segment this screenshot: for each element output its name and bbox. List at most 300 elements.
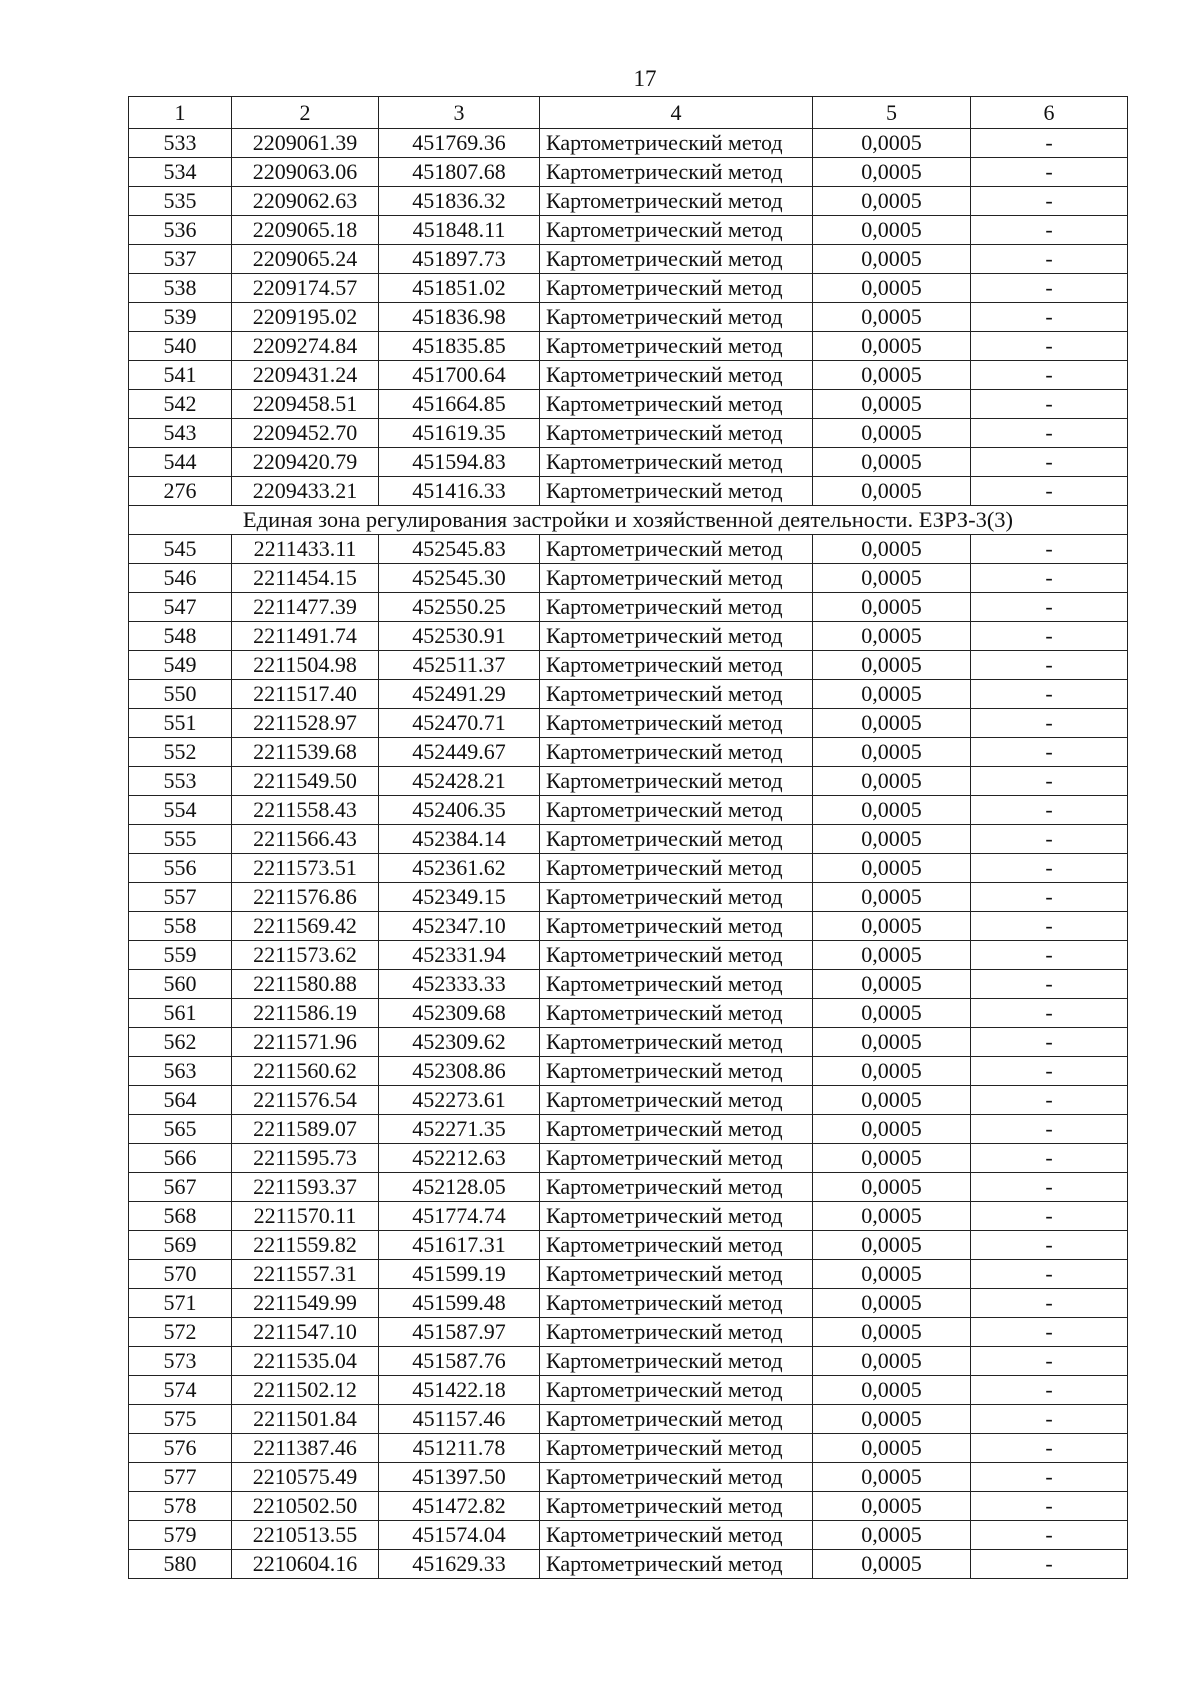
method-cell: Картометрический метод: [540, 912, 813, 941]
y-coordinate-cell: 452384.14: [379, 825, 540, 854]
method-cell: Картометрический метод: [540, 854, 813, 883]
accuracy-cell: 0,0005: [813, 274, 971, 303]
accuracy-cell: 0,0005: [813, 970, 971, 999]
x-coordinate-cell: 2209065.18: [232, 216, 379, 245]
method-cell: Картометрический метод: [540, 1289, 813, 1318]
method-cell: Картометрический метод: [540, 709, 813, 738]
method-cell: Картометрический метод: [540, 1405, 813, 1434]
accuracy-cell: 0,0005: [813, 1115, 971, 1144]
y-coordinate-cell: 451599.48: [379, 1289, 540, 1318]
y-coordinate-cell: 452333.33: [379, 970, 540, 999]
point-number-cell: 536: [129, 216, 232, 245]
coordinates-table: [128, 96, 1128, 1579]
x-coordinate-cell: 2210502.50: [232, 1492, 379, 1521]
method-cell: Картометрический метод: [540, 593, 813, 622]
accuracy-cell: 0,0005: [813, 1144, 971, 1173]
method-cell: Картометрический метод: [540, 361, 813, 390]
table-row: [129, 970, 1128, 999]
x-coordinate-cell: 2211491.74: [232, 622, 379, 651]
y-coordinate-cell: 452545.30: [379, 564, 540, 593]
accuracy-cell: 0,0005: [813, 1492, 971, 1521]
x-coordinate-cell: 2209433.21: [232, 477, 379, 506]
header-row: [129, 97, 1128, 129]
method-cell: Картометрический метод: [540, 564, 813, 593]
table-row: [129, 709, 1128, 738]
point-number-cell: 276: [129, 477, 232, 506]
table-row: [129, 1202, 1128, 1231]
method-cell: Картометрический метод: [540, 1115, 813, 1144]
table-header: [129, 97, 1128, 129]
y-coordinate-cell: 452309.62: [379, 1028, 540, 1057]
column-header-3: 3: [379, 97, 540, 129]
accuracy-cell: 0,0005: [813, 332, 971, 361]
method-cell: Картометрический метод: [540, 477, 813, 506]
x-coordinate-cell: 2209274.84: [232, 332, 379, 361]
point-number-cell: 571: [129, 1289, 232, 1318]
point-number-cell: 544: [129, 448, 232, 477]
accuracy-cell: 0,0005: [813, 1086, 971, 1115]
accuracy-cell: 0,0005: [813, 477, 971, 506]
point-number-cell: 551: [129, 709, 232, 738]
y-coordinate-cell: 451619.35: [379, 419, 540, 448]
point-number-cell: 548: [129, 622, 232, 651]
column-header-6: 6: [971, 97, 1128, 129]
y-coordinate-cell: 452511.37: [379, 651, 540, 680]
note-cell: -: [971, 1492, 1128, 1521]
y-coordinate-cell: 452361.62: [379, 854, 540, 883]
note-cell: -: [971, 709, 1128, 738]
method-cell: Картометрический метод: [540, 1318, 813, 1347]
accuracy-cell: 0,0005: [813, 129, 971, 158]
y-coordinate-cell: 451422.18: [379, 1376, 540, 1405]
table-row: [129, 622, 1128, 651]
note-cell: -: [971, 999, 1128, 1028]
point-number-cell: 559: [129, 941, 232, 970]
note-cell: -: [971, 564, 1128, 593]
y-coordinate-cell: 451897.73: [379, 245, 540, 274]
note-cell: -: [971, 129, 1128, 158]
point-number-cell: 564: [129, 1086, 232, 1115]
table-row: [129, 1289, 1128, 1318]
x-coordinate-cell: 2209061.39: [232, 129, 379, 158]
accuracy-cell: 0,0005: [813, 1318, 971, 1347]
method-cell: Картометрический метод: [540, 332, 813, 361]
accuracy-cell: 0,0005: [813, 709, 971, 738]
note-cell: -: [971, 448, 1128, 477]
point-number-cell: 545: [129, 535, 232, 564]
point-number-cell: 560: [129, 970, 232, 999]
section-row: [129, 506, 1128, 535]
method-cell: Картометрический метод: [540, 448, 813, 477]
point-number-cell: 535: [129, 187, 232, 216]
accuracy-cell: 0,0005: [813, 796, 971, 825]
table-row: [129, 390, 1128, 419]
y-coordinate-cell: 451629.33: [379, 1550, 540, 1579]
method-cell: Картометрический метод: [540, 1202, 813, 1231]
point-number-cell: 556: [129, 854, 232, 883]
point-number-cell: 533: [129, 129, 232, 158]
x-coordinate-cell: 2211517.40: [232, 680, 379, 709]
y-coordinate-cell: 451851.02: [379, 274, 540, 303]
note-cell: -: [971, 216, 1128, 245]
accuracy-cell: 0,0005: [813, 1550, 971, 1579]
note-cell: -: [971, 1115, 1128, 1144]
accuracy-cell: 0,0005: [813, 1405, 971, 1434]
note-cell: -: [971, 303, 1128, 332]
note-cell: -: [971, 941, 1128, 970]
section-header-body: [129, 506, 1128, 535]
accuracy-cell: 0,0005: [813, 361, 971, 390]
x-coordinate-cell: 2211571.96: [232, 1028, 379, 1057]
point-number-cell: 572: [129, 1318, 232, 1347]
point-number-cell: 540: [129, 332, 232, 361]
method-cell: Картометрический метод: [540, 622, 813, 651]
x-coordinate-cell: 2211501.84: [232, 1405, 379, 1434]
x-coordinate-cell: 2211580.88: [232, 970, 379, 999]
method-cell: Картометрический метод: [540, 129, 813, 158]
method-cell: Картометрический метод: [540, 1550, 813, 1579]
method-cell: Картометрический метод: [540, 1463, 813, 1492]
note-cell: -: [971, 477, 1128, 506]
note-cell: -: [971, 1028, 1128, 1057]
note-cell: -: [971, 332, 1128, 361]
point-number-cell: 554: [129, 796, 232, 825]
y-coordinate-cell: 452128.05: [379, 1173, 540, 1202]
note-cell: -: [971, 419, 1128, 448]
y-coordinate-cell: 452212.63: [379, 1144, 540, 1173]
table-row: [129, 361, 1128, 390]
x-coordinate-cell: 2209195.02: [232, 303, 379, 332]
x-coordinate-cell: 2211504.98: [232, 651, 379, 680]
column-header-5: 5: [813, 97, 971, 129]
x-coordinate-cell: 2211535.04: [232, 1347, 379, 1376]
note-cell: -: [971, 680, 1128, 709]
table-row: [129, 1086, 1128, 1115]
point-number-cell: 550: [129, 680, 232, 709]
accuracy-cell: 0,0005: [813, 825, 971, 854]
x-coordinate-cell: 2209065.24: [232, 245, 379, 274]
y-coordinate-cell: 451211.78: [379, 1434, 540, 1463]
note-cell: -: [971, 535, 1128, 564]
method-cell: Картометрический метод: [540, 796, 813, 825]
accuracy-cell: 0,0005: [813, 1028, 971, 1057]
method-cell: Картометрический метод: [540, 970, 813, 999]
x-coordinate-cell: 2211576.54: [232, 1086, 379, 1115]
accuracy-cell: 0,0005: [813, 999, 971, 1028]
method-cell: Картометрический метод: [540, 825, 813, 854]
point-number-cell: 538: [129, 274, 232, 303]
table-row: [129, 796, 1128, 825]
y-coordinate-cell: 452470.71: [379, 709, 540, 738]
x-coordinate-cell: 2211502.12: [232, 1376, 379, 1405]
y-coordinate-cell: 451397.50: [379, 1463, 540, 1492]
table-row: [129, 1492, 1128, 1521]
y-coordinate-cell: 452530.91: [379, 622, 540, 651]
point-number-cell: 543: [129, 419, 232, 448]
accuracy-cell: 0,0005: [813, 1202, 971, 1231]
point-number-cell: 573: [129, 1347, 232, 1376]
method-cell: Картометрический метод: [540, 1231, 813, 1260]
x-coordinate-cell: 2211528.97: [232, 709, 379, 738]
x-coordinate-cell: 2210513.55: [232, 1521, 379, 1550]
table-row: [129, 1347, 1128, 1376]
accuracy-cell: 0,0005: [813, 941, 971, 970]
accuracy-cell: 0,0005: [813, 535, 971, 564]
table-row: [129, 1521, 1128, 1550]
x-coordinate-cell: 2211557.31: [232, 1260, 379, 1289]
x-coordinate-cell: 2211387.46: [232, 1434, 379, 1463]
table-row: [129, 1115, 1128, 1144]
x-coordinate-cell: 2211593.37: [232, 1173, 379, 1202]
y-coordinate-cell: 451472.82: [379, 1492, 540, 1521]
point-number-cell: 561: [129, 999, 232, 1028]
x-coordinate-cell: 2211477.39: [232, 593, 379, 622]
point-number-cell: 547: [129, 593, 232, 622]
x-coordinate-cell: 2211595.73: [232, 1144, 379, 1173]
x-coordinate-cell: 2209458.51: [232, 390, 379, 419]
note-cell: -: [971, 1347, 1128, 1376]
method-cell: Картометрический метод: [540, 419, 813, 448]
method-cell: Картометрический метод: [540, 1434, 813, 1463]
column-header-4: 4: [540, 97, 813, 129]
point-number-cell: 565: [129, 1115, 232, 1144]
y-coordinate-cell: 451664.85: [379, 390, 540, 419]
x-coordinate-cell: 2211433.11: [232, 535, 379, 564]
note-cell: -: [971, 622, 1128, 651]
table-row: [129, 680, 1128, 709]
point-number-cell: 537: [129, 245, 232, 274]
x-coordinate-cell: 2210604.16: [232, 1550, 379, 1579]
table-row: [129, 1318, 1128, 1347]
accuracy-cell: 0,0005: [813, 1231, 971, 1260]
point-number-cell: 552: [129, 738, 232, 767]
y-coordinate-cell: 451836.98: [379, 303, 540, 332]
y-coordinate-cell: 452449.67: [379, 738, 540, 767]
table-row: [129, 245, 1128, 274]
x-coordinate-cell: 2211576.86: [232, 883, 379, 912]
table-row: [129, 1405, 1128, 1434]
table-row: [129, 419, 1128, 448]
x-coordinate-cell: 2211539.68: [232, 738, 379, 767]
accuracy-cell: 0,0005: [813, 1260, 971, 1289]
table-row: [129, 303, 1128, 332]
note-cell: -: [971, 1086, 1128, 1115]
table-body-part2: [129, 535, 1128, 1579]
x-coordinate-cell: 2211560.62: [232, 1057, 379, 1086]
point-number-cell: 566: [129, 1144, 232, 1173]
table-row: [129, 129, 1128, 158]
note-cell: -: [971, 883, 1128, 912]
accuracy-cell: 0,0005: [813, 303, 971, 332]
column-header-2: 2: [232, 97, 379, 129]
table-row: [129, 332, 1128, 361]
accuracy-cell: 0,0005: [813, 1463, 971, 1492]
accuracy-cell: 0,0005: [813, 680, 971, 709]
point-number-cell: 553: [129, 767, 232, 796]
table-row: [129, 1434, 1128, 1463]
y-coordinate-cell: 451587.97: [379, 1318, 540, 1347]
table-row: [129, 535, 1128, 564]
note-cell: -: [971, 1231, 1128, 1260]
point-number-cell: 577: [129, 1463, 232, 1492]
x-coordinate-cell: 2209063.06: [232, 158, 379, 187]
x-coordinate-cell: 2210575.49: [232, 1463, 379, 1492]
table-row: [129, 274, 1128, 303]
table-row: [129, 1028, 1128, 1057]
table-row: [129, 651, 1128, 680]
y-coordinate-cell: 451574.04: [379, 1521, 540, 1550]
table-row: [129, 187, 1128, 216]
note-cell: -: [971, 1173, 1128, 1202]
note-cell: -: [971, 1463, 1128, 1492]
table-row: [129, 1144, 1128, 1173]
method-cell: Картометрический метод: [540, 187, 813, 216]
note-cell: -: [971, 361, 1128, 390]
accuracy-cell: 0,0005: [813, 883, 971, 912]
method-cell: Картометрический метод: [540, 1376, 813, 1405]
accuracy-cell: 0,0005: [813, 158, 971, 187]
y-coordinate-cell: 452308.86: [379, 1057, 540, 1086]
method-cell: Картометрический метод: [540, 216, 813, 245]
point-number-cell: 574: [129, 1376, 232, 1405]
accuracy-cell: 0,0005: [813, 448, 971, 477]
note-cell: -: [971, 738, 1128, 767]
table-row: [129, 912, 1128, 941]
note-cell: -: [971, 245, 1128, 274]
method-cell: Картометрический метод: [540, 1492, 813, 1521]
point-number-cell: 570: [129, 1260, 232, 1289]
note-cell: -: [971, 796, 1128, 825]
method-cell: Картометрический метод: [540, 245, 813, 274]
accuracy-cell: 0,0005: [813, 854, 971, 883]
note-cell: -: [971, 187, 1128, 216]
section-title: Единая зона регулирования застройки и хозяйственной деятельности. ЕЗРЗ-3(3): [129, 506, 1128, 535]
note-cell: -: [971, 825, 1128, 854]
y-coordinate-cell: 451807.68: [379, 158, 540, 187]
table-row: [129, 216, 1128, 245]
x-coordinate-cell: 2209420.79: [232, 448, 379, 477]
y-coordinate-cell: 452545.83: [379, 535, 540, 564]
accuracy-cell: 0,0005: [813, 912, 971, 941]
table-row: [129, 593, 1128, 622]
accuracy-cell: 0,0005: [813, 390, 971, 419]
x-coordinate-cell: 2211559.82: [232, 1231, 379, 1260]
point-number-cell: 555: [129, 825, 232, 854]
note-cell: -: [971, 158, 1128, 187]
point-number-cell: 580: [129, 1550, 232, 1579]
x-coordinate-cell: 2211573.62: [232, 941, 379, 970]
method-cell: Картометрический метод: [540, 767, 813, 796]
method-cell: Картометрический метод: [540, 1260, 813, 1289]
x-coordinate-cell: 2209452.70: [232, 419, 379, 448]
table-row: [129, 999, 1128, 1028]
method-cell: Картометрический метод: [540, 680, 813, 709]
note-cell: -: [971, 970, 1128, 999]
y-coordinate-cell: 452406.35: [379, 796, 540, 825]
accuracy-cell: 0,0005: [813, 593, 971, 622]
accuracy-cell: 0,0005: [813, 419, 971, 448]
table-row: [129, 477, 1128, 506]
page-number: 17: [633, 66, 657, 91]
table-row: [129, 941, 1128, 970]
note-cell: -: [971, 767, 1128, 796]
x-coordinate-cell: 2211454.15: [232, 564, 379, 593]
table-row: [129, 767, 1128, 796]
method-cell: Картометрический метод: [540, 1028, 813, 1057]
point-number-cell: 539: [129, 303, 232, 332]
note-cell: -: [971, 1521, 1128, 1550]
method-cell: Картометрический метод: [540, 1057, 813, 1086]
method-cell: Картометрический метод: [540, 1521, 813, 1550]
point-number-cell: 567: [129, 1173, 232, 1202]
y-coordinate-cell: 451617.31: [379, 1231, 540, 1260]
y-coordinate-cell: 451848.11: [379, 216, 540, 245]
y-coordinate-cell: 451416.33: [379, 477, 540, 506]
method-cell: Картометрический метод: [540, 158, 813, 187]
table-row: [129, 854, 1128, 883]
point-number-cell: 549: [129, 651, 232, 680]
table-row: [129, 1376, 1128, 1405]
y-coordinate-cell: 451836.32: [379, 187, 540, 216]
note-cell: -: [971, 1260, 1128, 1289]
y-coordinate-cell: 451587.76: [379, 1347, 540, 1376]
accuracy-cell: 0,0005: [813, 1057, 971, 1086]
table-row: [129, 1260, 1128, 1289]
column-header-1: 1: [129, 97, 232, 129]
method-cell: Картометрический метод: [540, 883, 813, 912]
method-cell: Картометрический метод: [540, 999, 813, 1028]
table-row: [129, 1057, 1128, 1086]
note-cell: -: [971, 1550, 1128, 1579]
table-row: [129, 1231, 1128, 1260]
note-cell: -: [971, 1202, 1128, 1231]
point-number-cell: 575: [129, 1405, 232, 1434]
table-row: [129, 738, 1128, 767]
accuracy-cell: 0,0005: [813, 1521, 971, 1550]
x-coordinate-cell: 2211547.10: [232, 1318, 379, 1347]
accuracy-cell: 0,0005: [813, 216, 971, 245]
accuracy-cell: 0,0005: [813, 1434, 971, 1463]
x-coordinate-cell: 2209431.24: [232, 361, 379, 390]
note-cell: -: [971, 593, 1128, 622]
point-number-cell: 534: [129, 158, 232, 187]
table-body-part1: [129, 129, 1128, 506]
x-coordinate-cell: 2211589.07: [232, 1115, 379, 1144]
note-cell: -: [971, 1144, 1128, 1173]
table-row: [129, 825, 1128, 854]
note-cell: -: [971, 651, 1128, 680]
x-coordinate-cell: 2211586.19: [232, 999, 379, 1028]
y-coordinate-cell: 451700.64: [379, 361, 540, 390]
method-cell: Картометрический метод: [540, 651, 813, 680]
table-row: [129, 448, 1128, 477]
y-coordinate-cell: 452273.61: [379, 1086, 540, 1115]
x-coordinate-cell: 2209174.57: [232, 274, 379, 303]
note-cell: -: [971, 1405, 1128, 1434]
method-cell: Картометрический метод: [540, 303, 813, 332]
x-coordinate-cell: 2211569.42: [232, 912, 379, 941]
x-coordinate-cell: 2209062.63: [232, 187, 379, 216]
point-number-cell: 546: [129, 564, 232, 593]
y-coordinate-cell: 452309.68: [379, 999, 540, 1028]
y-coordinate-cell: 452349.15: [379, 883, 540, 912]
y-coordinate-cell: 452331.94: [379, 941, 540, 970]
note-cell: -: [971, 854, 1128, 883]
accuracy-cell: 0,0005: [813, 1173, 971, 1202]
accuracy-cell: 0,0005: [813, 1347, 971, 1376]
y-coordinate-cell: 452491.29: [379, 680, 540, 709]
y-coordinate-cell: 451769.36: [379, 129, 540, 158]
